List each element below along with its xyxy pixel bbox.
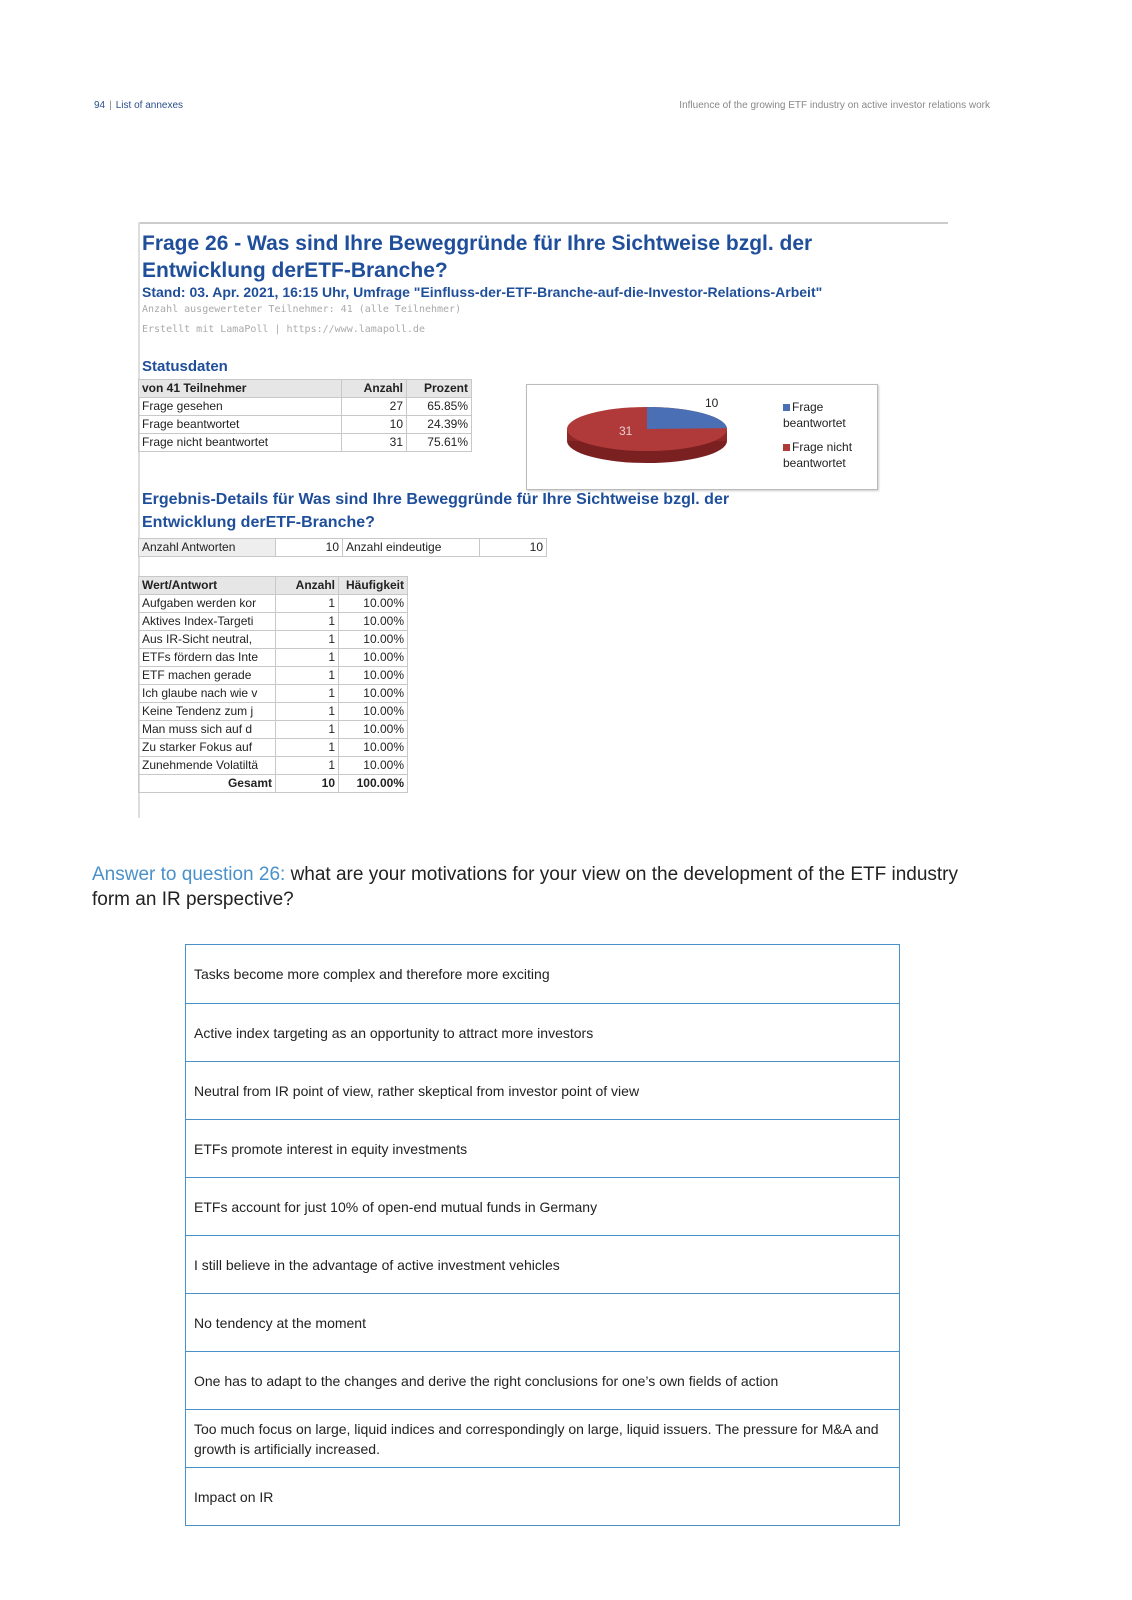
legend-label: Frage nicht beantwortet [783,440,853,470]
answer-count: 1 [276,721,339,739]
table-row [139,434,472,452]
total-frequency: 100.00% [339,775,408,793]
status-table-header [139,380,472,398]
status-table [138,379,472,452]
unique-label: Anzahl eindeutige [343,539,480,557]
answer-value: Aktives Index-Targeti [139,613,276,631]
answer-value: ETFs fördern das Inte [139,649,276,667]
table-row [139,739,408,757]
question-title-line2: Entwicklung derETF-Branche? [142,259,448,282]
table-row [139,757,408,775]
results-heading [142,488,729,534]
header-cell: Anzahl [342,380,407,398]
answer-value: Man muss sich auf d [139,721,276,739]
answer-count: 1 [276,739,339,757]
answer-frequency: 10.00% [339,613,408,631]
answer-value: Zu starker Fokus auf [139,739,276,757]
answer-count: 1 [276,685,339,703]
table-row [139,685,408,703]
answer-count: 1 [276,613,339,631]
answer-row: No tendency at the moment [186,1293,899,1351]
header-separator: | [109,100,112,111]
header-cell: Wert/Antwort [139,577,276,595]
answer-count: 1 [276,703,339,721]
participants-meta: Anzahl ausgewerteter Teilnehmer: 41 (alle Teilnehmer) [142,304,462,315]
row-percent: 65.85% [407,398,472,416]
survey-stand: Stand: 03. Apr. 2021, 16:15 Uhr, Umfrage "Einfluss-der-ETF-Branche-auf-die-Investor-Relations-Arbeit" [142,284,823,300]
table-row [139,703,408,721]
answer-value: Aus IR-Sicht neutral, [139,631,276,649]
frequency-table [138,576,408,793]
legend-item-nicht-beantwortet [783,439,877,471]
answer-row: Impact on IR [186,1467,899,1525]
table-row [139,613,408,631]
pie-chart [527,385,777,489]
header-cell: von 41 Teilnehmer [139,380,342,398]
answer-heading-lead: Answer to question 26: [92,864,286,885]
page-number: 94 [94,100,106,111]
answer-count: 1 [276,595,339,613]
answer-frequency: 10.00% [339,757,408,775]
answer-frequency: 10.00% [339,685,408,703]
answers-table [185,944,900,1526]
table-row [139,539,547,557]
answer-row: ETFs promote interest in equity investments [186,1119,899,1177]
answer-count: 1 [276,757,339,775]
answer-value: Zunehmende Volatiltä [139,757,276,775]
answer-row: ETFs account for just 10% of open-end mutual funds in Germany [186,1177,899,1235]
row-percent: 75.61% [407,434,472,452]
created-with-meta: Erstellt mit LamaPoll | https://www.lamapoll.de [142,324,425,335]
answer-frequency: 10.00% [339,739,408,757]
total-row [139,775,408,793]
frequency-table-header [139,577,408,595]
answer-frequency: 10.00% [339,649,408,667]
header-cell: Anzahl [276,577,339,595]
row-count: 31 [342,434,407,452]
table-row [139,721,408,739]
table-row [139,667,408,685]
header-cell: Prozent [407,380,472,398]
row-count: 27 [342,398,407,416]
row-label: Frage gesehen [139,398,342,416]
results-heading-line1: Ergebnis-Details für Was sind Ihre Beweggründe für Ihre Sichtweise bzgl. der [142,491,730,508]
legend-item-beantwortet [783,399,877,431]
answer-frequency: 10.00% [339,721,408,739]
answer-count: 1 [276,667,339,685]
count-label: Anzahl Antworten [139,539,276,557]
row-percent: 24.39% [407,416,472,434]
data-label-beantwortet: 10 [705,396,719,410]
answer-value: Aufgaben werden kor [139,595,276,613]
table-row [139,631,408,649]
total-count: 10 [276,775,339,793]
legend-label: Frage beantwortet [783,400,846,430]
answer-row: Neutral from IR point of view, rather skeptical from investor point of view [186,1061,899,1119]
document-title: Influence of the growing ETF industry on active investor relations work [679,100,990,111]
data-label-nicht-beantwortet: 31 [619,424,633,438]
answer-frequency: 10.00% [339,631,408,649]
table-row [139,649,408,667]
answer-row: Too much focus on large, liquid indices and correspondingly on large, liquid issuers. The pressure for M&A and growth is artificially increased. [186,1409,899,1467]
answer-value: ETF machen gerade [139,667,276,685]
results-heading-line2: Entwicklung derETF-Branche? [142,514,375,531]
question-title-line1: Frage 26 - Was sind Ihre Beweggründe für Ihre Sichtweise bzgl. der [142,232,813,255]
answer-value: Ich glaube nach wie v [139,685,276,703]
answer-heading-text: what are your motivations for your view on the development of the ETF industry form an IR perspective? [92,864,959,910]
answer-row: I still believe in the advantage of active investment vehicles [186,1235,899,1293]
legend-swatch [783,444,790,451]
counts-table [138,538,547,557]
answer-row: Active index targeting as an opportunity to attract more investors [186,1003,899,1061]
answer-heading [92,862,992,912]
count-value: 10 [276,539,343,557]
page-header-left [94,100,183,111]
answer-frequency: 10.00% [339,703,408,721]
table-row [139,416,472,434]
total-label: Gesamt [139,775,276,793]
pie-chart-box [526,384,878,490]
question-title [142,230,812,284]
answer-frequency: 10.00% [339,667,408,685]
answer-row: Tasks become more complex and therefore more exciting [194,966,550,982]
answer-value: Keine Tendenz zum j [139,703,276,721]
row-label: Frage nicht beantwortet [139,434,342,452]
legend-swatch [783,404,790,411]
row-label: Frage beantwortet [139,416,342,434]
answer-count: 1 [276,631,339,649]
pie-slice-frage-beantwortet [647,407,727,429]
table-row [139,398,472,416]
row-count: 10 [342,416,407,434]
section-name: List of annexes [115,100,183,111]
answer-frequency: 10.00% [339,595,408,613]
status-heading: Statusdaten [142,358,228,375]
unique-value: 10 [480,539,547,557]
answer-row: One has to adapt to the changes and derive the right conclusions for one’s own fields of action [186,1351,899,1409]
top-border [138,222,948,224]
header-cell: Häufigkeit [339,577,408,595]
table-row [139,595,408,613]
answer-count: 1 [276,649,339,667]
